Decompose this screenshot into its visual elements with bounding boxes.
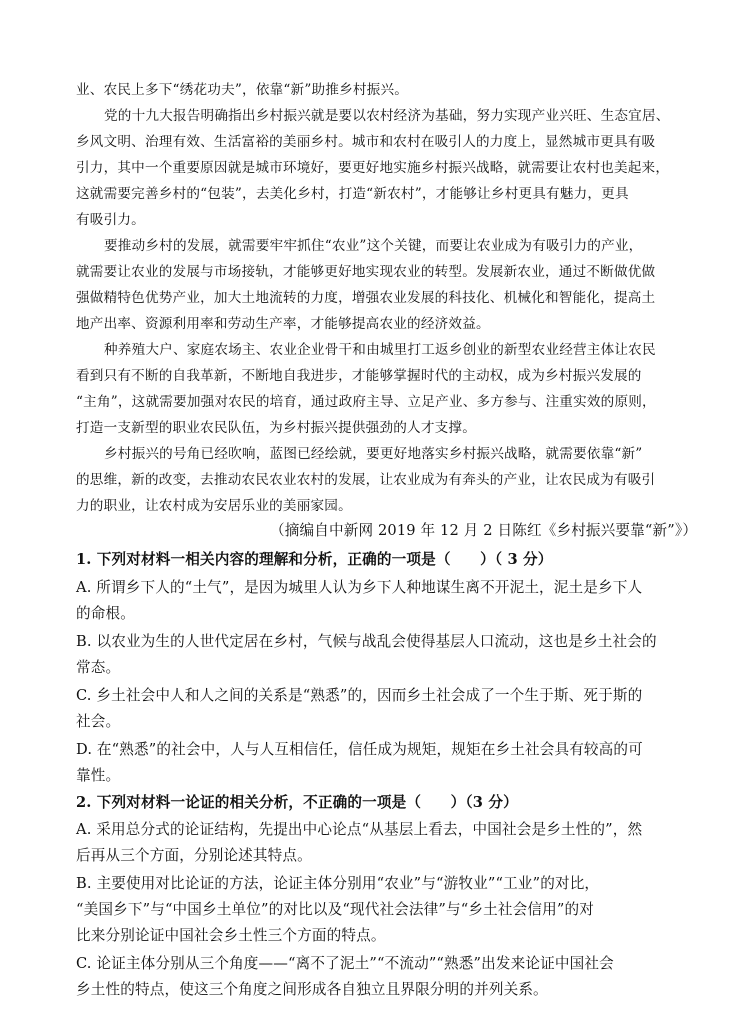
question-1-option-c-line-2: 社会。 xyxy=(76,713,121,730)
question-1-option-a-line-1: A. 所谓乡下人的“土气”，是因为城里人认为乡下人种地谋生离不开泥土，泥土是乡下人 xyxy=(76,579,643,596)
paragraph-1-line-3: 引力，其中一个重要原因就是城市环境好，要更好地实施乡村振兴战略，就需要让农村也美起来， xyxy=(76,160,670,176)
paragraph-3-line-4: 打造一支新型的职业农民队伍，为乡村振兴提供强劲的人才支撑。 xyxy=(76,420,477,436)
paragraph-1-line-5: 有吸引力。 xyxy=(76,212,145,228)
paragraph-3-line-3: “主角”，这就需要加强对农民的培育，通过政府主导、立足产业、多方参与、注重实效的原则， xyxy=(76,394,656,410)
question-1-option-d-line-1: D. 在“熟悉”的社会中，人与人互相信任，信任成为规矩，规矩在乡土社会具有较高的可 xyxy=(76,741,643,758)
paragraph-3-line-1: 种养殖大户、家庭农场主、农业企业骨干和由城里打工返乡创业的新型农业经营主体让农民 xyxy=(104,342,656,358)
paragraph-1-line-4: 这就需要完善乡村的“包装”，去美化乡村，打造“新农村”，才能够让乡村更具有魅力，更具 xyxy=(76,186,629,202)
question-1-stem: 1. 下列对材料一相关内容的理解和分析，正确的一项是（ ）（ 3 分） xyxy=(76,551,553,568)
question-2-option-a-line-1: A. 采用总分式的论证结构，先提出中心论点“从基层上看去，中国社会是乡土性的”，然 xyxy=(76,821,643,838)
paragraph-4-line-1: 乡村振兴的号角已经吹响，蓝图已经绘就，要更好地落实乡村振兴战略，就需要依靠“新” xyxy=(104,446,643,462)
question-2-option-b-line-1: B. 主要使用对比论证的方法，论证主体分别用“农业”与“游牧业”“工业”的对比， xyxy=(76,875,600,892)
question-2-option-c-line-1: C. 论证主体分别从三个角度——“离不了泥土”“不流动”“熟悉”出发来论证中国社会 xyxy=(76,955,614,972)
paragraph-1-line-1: 党的十九大报告明确指出乡村振兴就是要以农村经济为基础，努力实现产业兴旺、生态宜居、 xyxy=(104,108,670,124)
paragraph-2-line-2: 就需要让农业的发展与市场接轨，才能够更好地实现农业的转型。发展新农业，通过不断做优做 xyxy=(76,264,656,280)
article-source: （摘编自中新网 2019 年 12 月 2 日陈红《乡村振兴要靠“新”》） xyxy=(270,522,698,539)
question-1-option-b-line-2: 常态。 xyxy=(76,659,121,676)
paragraph-0-line-1: 业、农民上多下“绣花功夫”，依靠“新”助推乡村振兴。 xyxy=(76,82,409,98)
question-2-option-c-line-2: 乡土性的特点，使这三个角度之间形成各自独立且界限分明的并列关系。 xyxy=(76,981,548,998)
question-2-option-b-line-2: “美国乡下”与“中国乡土单位”的对比以及“现代社会法律”与“乡土社会信用”的对 xyxy=(76,901,594,918)
paragraph-1-line-2: 乡风文明、治理有效、生活富裕的美丽乡村。城市和农村在吸引人的力度上，显然城市更具有吸 xyxy=(76,134,656,150)
paragraph-3-line-2: 看到只有不断的自我革新，不断地自我进步，才能够掌握时代的主动权，成为乡村振兴发展的 xyxy=(76,368,642,384)
question-2-stem: 2. 下列对材料一论证的相关分析，不正确的一项是（ ）（3 分） xyxy=(76,794,518,811)
question-1-option-b-line-1: B. 以农业为生的人世代定居在乡村，气候与战乱会使得基层人口流动，这也是乡土社会的 xyxy=(76,633,657,650)
paragraph-2-line-3: 强做精特色优势产业，加大土地流转的力度，增强农业发展的科技化、机械化和智能化，提高土 xyxy=(76,290,656,306)
paragraph-4-line-2: 的思维，新的改变，去推动农民农业农村的发展，让农业成为有奔头的产业，让农民成为有吸引 xyxy=(76,472,656,488)
paragraph-4-line-3: 力的职业，让农村成为安居乐业的美丽家园。 xyxy=(76,498,352,514)
question-1-option-c-line-1: C. 乡土社会中人和人之间的关系是“熟悉”的，因而乡土社会成了一个生于斯、死于斯的 xyxy=(76,687,643,704)
paragraph-2-line-1: 要推动乡村的发展，就需要牢牢抓住“农业”这个关键，而要让农业成为有吸引力的产业， xyxy=(104,238,643,254)
question-2-option-b-line-3: 比来分别论证中国社会乡土性三个方面的特点。 xyxy=(76,927,386,944)
question-1-option-d-line-2: 靠性。 xyxy=(76,767,121,784)
question-2-option-a-line-2: 后再从三个方面，分别论述其特点。 xyxy=(76,847,312,864)
paragraph-2-line-4: 地产出率、资源利用率和劳动生产率，才能够提高农业的经济效益。 xyxy=(76,316,490,332)
question-1-option-a-line-2: 的命根。 xyxy=(76,605,135,622)
